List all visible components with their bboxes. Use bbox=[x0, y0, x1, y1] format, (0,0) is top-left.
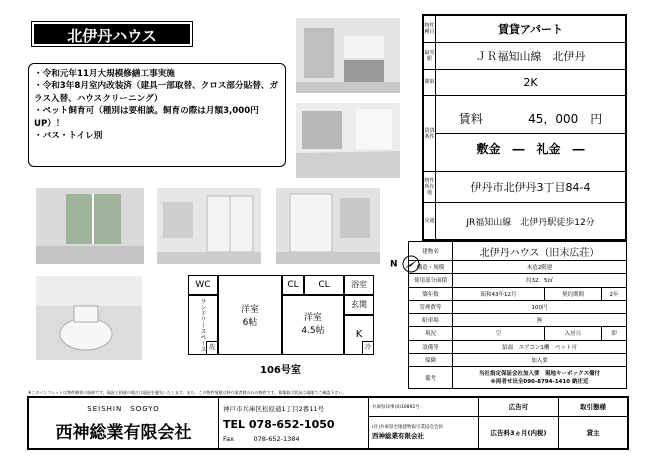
detail-label: 設備等 bbox=[409, 340, 453, 353]
company-tel: TEL 078‐652‐1050 bbox=[223, 417, 335, 431]
plan-room-6 bbox=[218, 275, 282, 355]
photo-kitchen bbox=[296, 18, 400, 93]
detail-value: 即 bbox=[602, 327, 627, 340]
notes-box bbox=[28, 63, 286, 167]
room-number: 106号室 bbox=[260, 365, 301, 376]
detail-value: 給湯 エアコン1機 ペット可 bbox=[453, 340, 627, 353]
license-no: 兵庫県知事(4)10892号 bbox=[369, 398, 479, 417]
remarks-line: ※両者せ出全090-8794-1410 納庄近 bbox=[490, 378, 589, 385]
fax-label: Fax bbox=[223, 434, 234, 443]
property-title: 北伊丹ハウス bbox=[32, 22, 192, 46]
photo-window bbox=[36, 188, 144, 264]
detail-value: 無 bbox=[453, 314, 627, 327]
plan-kitchen: K bbox=[344, 315, 374, 355]
disclaimer: ※このパンフレットは物件概要の抜粋です。現況と相違の場合は現況を優先いたします。また、この物件情報は仲介業者様のみの物件です。募集取引状況は現地でご確認下さい。 bbox=[28, 390, 347, 395]
plan-washer: 洗 bbox=[206, 341, 218, 355]
north-label: N bbox=[390, 259, 398, 270]
nearest-station: ＪＲ福知山線 北伊丹 bbox=[436, 42, 626, 69]
plan-cl-1: CL bbox=[282, 275, 304, 295]
ad-fee: 広告料3ヵ月(内税) bbox=[479, 416, 559, 448]
detail-value: 空 bbox=[453, 327, 545, 340]
association: (社)兵庫県宅地建物取引業協会会員 bbox=[372, 425, 444, 431]
detail-label: 駐車場 bbox=[409, 314, 453, 327]
plan-room-6-size: 6帖 bbox=[242, 318, 258, 328]
label-type: 物件種目 bbox=[424, 16, 436, 43]
label-building-name: 建物名 bbox=[409, 242, 453, 261]
plan-room-45-label: 洋室 bbox=[303, 313, 322, 323]
detail-label: 使用部分面積 bbox=[409, 274, 453, 287]
detail-label: 入居日 bbox=[544, 327, 601, 340]
detail-label: 契約期間 bbox=[544, 287, 601, 300]
location-value: 伊丹市北伊丹3丁目84-4 bbox=[436, 171, 626, 203]
building-name: 北伊丹ハウス（旧末広荘） bbox=[453, 242, 627, 261]
note-item: ・令和元年11月大規模修繕工事実施 bbox=[34, 69, 175, 79]
label-location: 物件所在地 bbox=[424, 171, 436, 203]
floor-plan bbox=[188, 275, 388, 355]
plan-wc: WC bbox=[188, 275, 218, 295]
plan-bath: 浴室 bbox=[344, 275, 374, 295]
details-table bbox=[408, 241, 627, 389]
detail-label: 現況 bbox=[409, 327, 453, 340]
photo-room-2 bbox=[276, 188, 380, 264]
rent-label: 賃料 bbox=[458, 112, 483, 127]
company-romaji-2: SOGYO bbox=[130, 404, 160, 413]
label-station: 最寄駅 bbox=[424, 42, 436, 69]
remarks-value bbox=[453, 367, 627, 389]
detail-value: 100円 bbox=[453, 300, 627, 313]
trade-type: 貸主 bbox=[559, 416, 628, 448]
plan-laundry: ランドリースペース bbox=[188, 295, 218, 355]
note-item: ・令和3年8月室内改装済（建具一部取替、クロス部分貼替、ガラス入替、ハウスクリーニング） bbox=[34, 81, 278, 104]
detail-label: 構造・規模 bbox=[409, 261, 453, 274]
note-item: ・バス・トイレ別 bbox=[34, 131, 103, 142]
property-type: 賃貸アパート bbox=[436, 16, 626, 43]
trade-type-label: 取引態様 bbox=[559, 398, 628, 417]
detail-value: 2年 bbox=[602, 287, 627, 300]
deposit-key-money: 敷金 ― 礼金 ― bbox=[476, 142, 585, 157]
plan-room-45 bbox=[282, 295, 344, 355]
company-fax: 078‐652‐1384 bbox=[253, 434, 300, 443]
photo-toilet bbox=[36, 276, 142, 360]
plan-room-6-label: 洋室 bbox=[240, 305, 259, 315]
photo-room bbox=[296, 103, 400, 178]
info-table bbox=[422, 14, 627, 241]
detail-value: 加入要 bbox=[453, 353, 627, 366]
company-name-small: 西神総業有限会社 bbox=[372, 432, 424, 441]
footer bbox=[27, 396, 629, 450]
note-item: ・ペット飼育可（種別は要相談。飼育の際は月額3,000円UP）！ bbox=[34, 106, 259, 129]
plan-fridge: 冷 bbox=[362, 341, 374, 355]
plan-cl-2: CL bbox=[304, 275, 344, 295]
label-terms: 賃貸条件 bbox=[424, 96, 436, 171]
detail-label: 保険 bbox=[409, 353, 453, 366]
traffic-value: JR福知山線 北伊丹駅徒歩12分 bbox=[436, 203, 626, 240]
remarks-line: 当社指定保証会社加入要 現地キーボックス備付 bbox=[479, 370, 600, 377]
detail-label: 備考 bbox=[409, 367, 453, 389]
detail-value: 約32．5㎡ bbox=[453, 274, 627, 287]
plan-entrance: 玄関 bbox=[344, 295, 374, 315]
label-layout: 間取 bbox=[424, 69, 436, 96]
company-name: 西神総業有限会社 bbox=[55, 422, 192, 443]
detail-label: 築年数 bbox=[409, 287, 453, 300]
ad-allowed: 広告可 bbox=[479, 398, 559, 417]
rent-value: 45，000 円 bbox=[528, 112, 603, 127]
label-traffic: 交通 bbox=[424, 203, 436, 240]
company-address: 神戸市兵庫区松原通1丁目2番11号 bbox=[223, 404, 325, 413]
photo-closet bbox=[157, 188, 261, 264]
layout-value: 2K bbox=[436, 69, 626, 96]
detail-value: 木造2階建 bbox=[453, 261, 627, 274]
detail-label: 管理費等 bbox=[409, 300, 453, 313]
company-romaji-1: SEISHIN bbox=[87, 404, 123, 413]
detail-value: 昭和43年12月 bbox=[453, 287, 545, 300]
plan-room-45-size: 4.5帖 bbox=[301, 326, 325, 336]
